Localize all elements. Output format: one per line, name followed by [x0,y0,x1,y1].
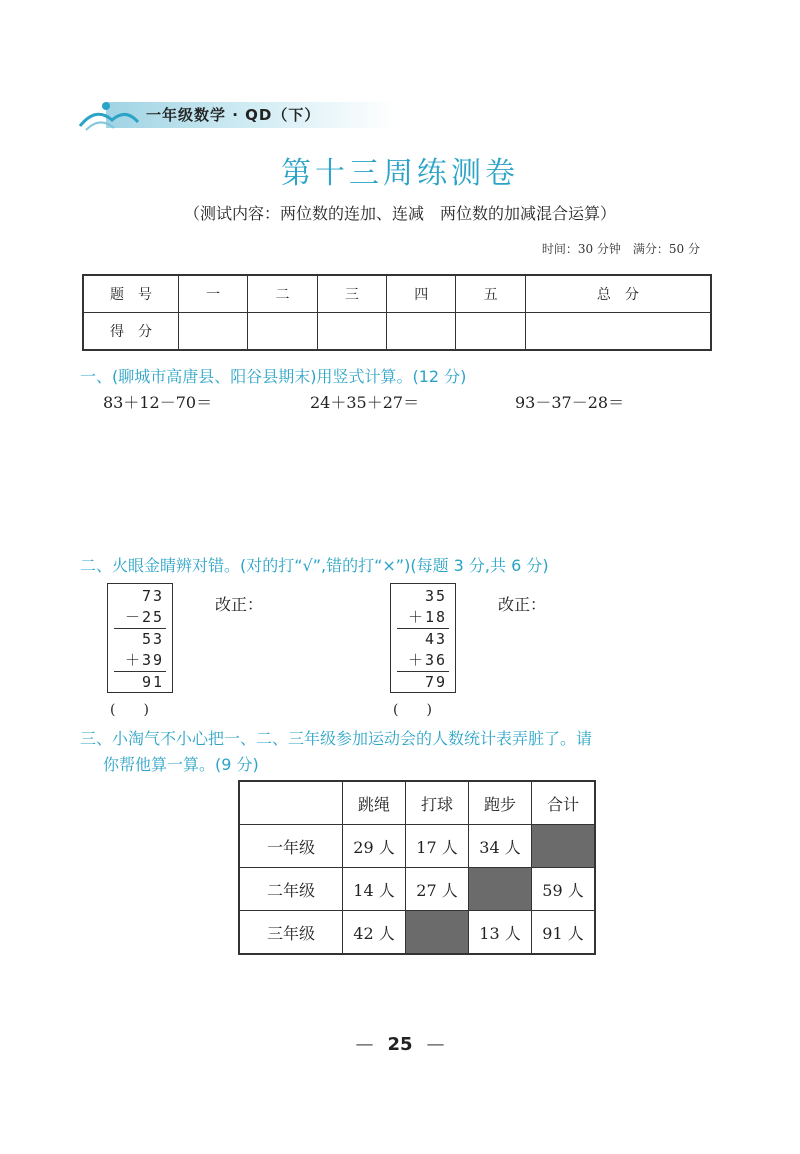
calc-line: ＋18 [407,608,447,626]
stats-corner-cell [239,781,343,825]
score-input-cell[interactable] [317,313,386,351]
correction-label-1: 改正： [215,595,264,614]
test-content-subtitle: （测试内容：两位数的连加、连减 两位数的加减混合运算） [183,204,616,223]
score-cell: 五 [456,275,525,313]
score-row-label: 得 分 [83,313,179,351]
answer-paren-2[interactable]: ( ) [393,702,432,718]
score-cell: 三 [317,275,386,313]
grade-label: 一年级 [239,825,343,868]
section-1-heading: 一、(聊城市高唐县、阳谷县期末)用竖式计算。(12 分) [80,367,467,386]
stats-header-cell: 跑步 [469,781,532,825]
stats-cell: 91 人 [532,911,596,955]
stats-cell: 27 人 [406,868,469,911]
stats-cell: 59 人 [532,868,596,911]
score-table-score-row [83,313,711,351]
vertical-calc-1 [107,583,173,693]
expression-1: 83＋12－70＝ [103,393,213,412]
score-cell: 题 号 [83,275,179,313]
calc-line: 53 [141,630,164,648]
page-number [0,1034,800,1055]
calc-line: 91 [141,673,164,691]
section-2-heading: 二、火眼金睛辨对错。(对的打“√”,错的打“×”)(每题 3 分,共 6 分) [80,556,549,575]
stats-cell: 34 人 [469,825,532,868]
score-table-header-row [83,275,711,313]
score-cell: 一 [179,275,248,313]
section-3-heading-line1: 三、小淘气不小心把一、二、三年级参加运动会的人数统计表弄脏了。请 [80,729,593,748]
expression-2: 24＋35＋27＝ [310,393,420,412]
section-3-heading-line2: 你帮他算一算。(9 分) [103,755,259,774]
grade-label: 三年级 [239,911,343,955]
smudged-cell[interactable] [406,911,469,955]
score-input-cell[interactable] [525,313,711,351]
series-label: 一年级数学 · QD（下） [146,106,321,124]
smudged-cell[interactable] [469,868,532,911]
correction-label-2: 改正： [498,595,547,614]
vertical-calc-2 [390,583,456,693]
stats-header-cell: 跳绳 [343,781,406,825]
stats-cell: 29 人 [343,825,406,868]
stats-header-cell: 合计 [532,781,596,825]
page-number-value: 25 [387,1034,413,1055]
stats-header-row [239,781,595,825]
score-cell: 二 [248,275,317,313]
grade-label: 二年级 [239,868,343,911]
stats-cell: 14 人 [343,868,406,911]
answer-paren-1[interactable]: ( ) [110,702,149,718]
calc-line: 43 [424,630,447,648]
stats-table [238,780,596,955]
table-row [239,825,595,868]
score-input-cell[interactable] [456,313,525,351]
stats-cell: 42 人 [343,911,406,955]
score-table [82,274,712,351]
page-title: 第十三周练测卷 [281,156,519,191]
page-dash-left: — [355,1034,374,1055]
score-cell: 总 分 [525,275,711,313]
calc-line: ＋36 [407,651,447,669]
calc-line: 73 [141,587,164,605]
series-banner [76,96,366,136]
stats-cell: 13 人 [469,911,532,955]
score-input-cell[interactable] [387,313,456,351]
calc-line: 35 [424,587,447,605]
expression-3: 93－37－28＝ [515,393,625,412]
score-input-cell[interactable] [248,313,317,351]
calc-line: －25 [124,608,164,626]
stats-cell: 17 人 [406,825,469,868]
time-score-info: 时间：30 分钟 满分：50 分 [541,242,700,256]
score-cell: 四 [387,275,456,313]
score-input-cell[interactable] [179,313,248,351]
calc-line: 79 [424,673,447,691]
book-logo-icon [76,96,146,136]
page-dash-right: — [426,1034,445,1055]
table-row [239,868,595,911]
calc-line: ＋39 [124,651,164,669]
stats-header-cell: 打球 [406,781,469,825]
table-row [239,911,595,955]
smudged-cell[interactable] [532,825,596,868]
